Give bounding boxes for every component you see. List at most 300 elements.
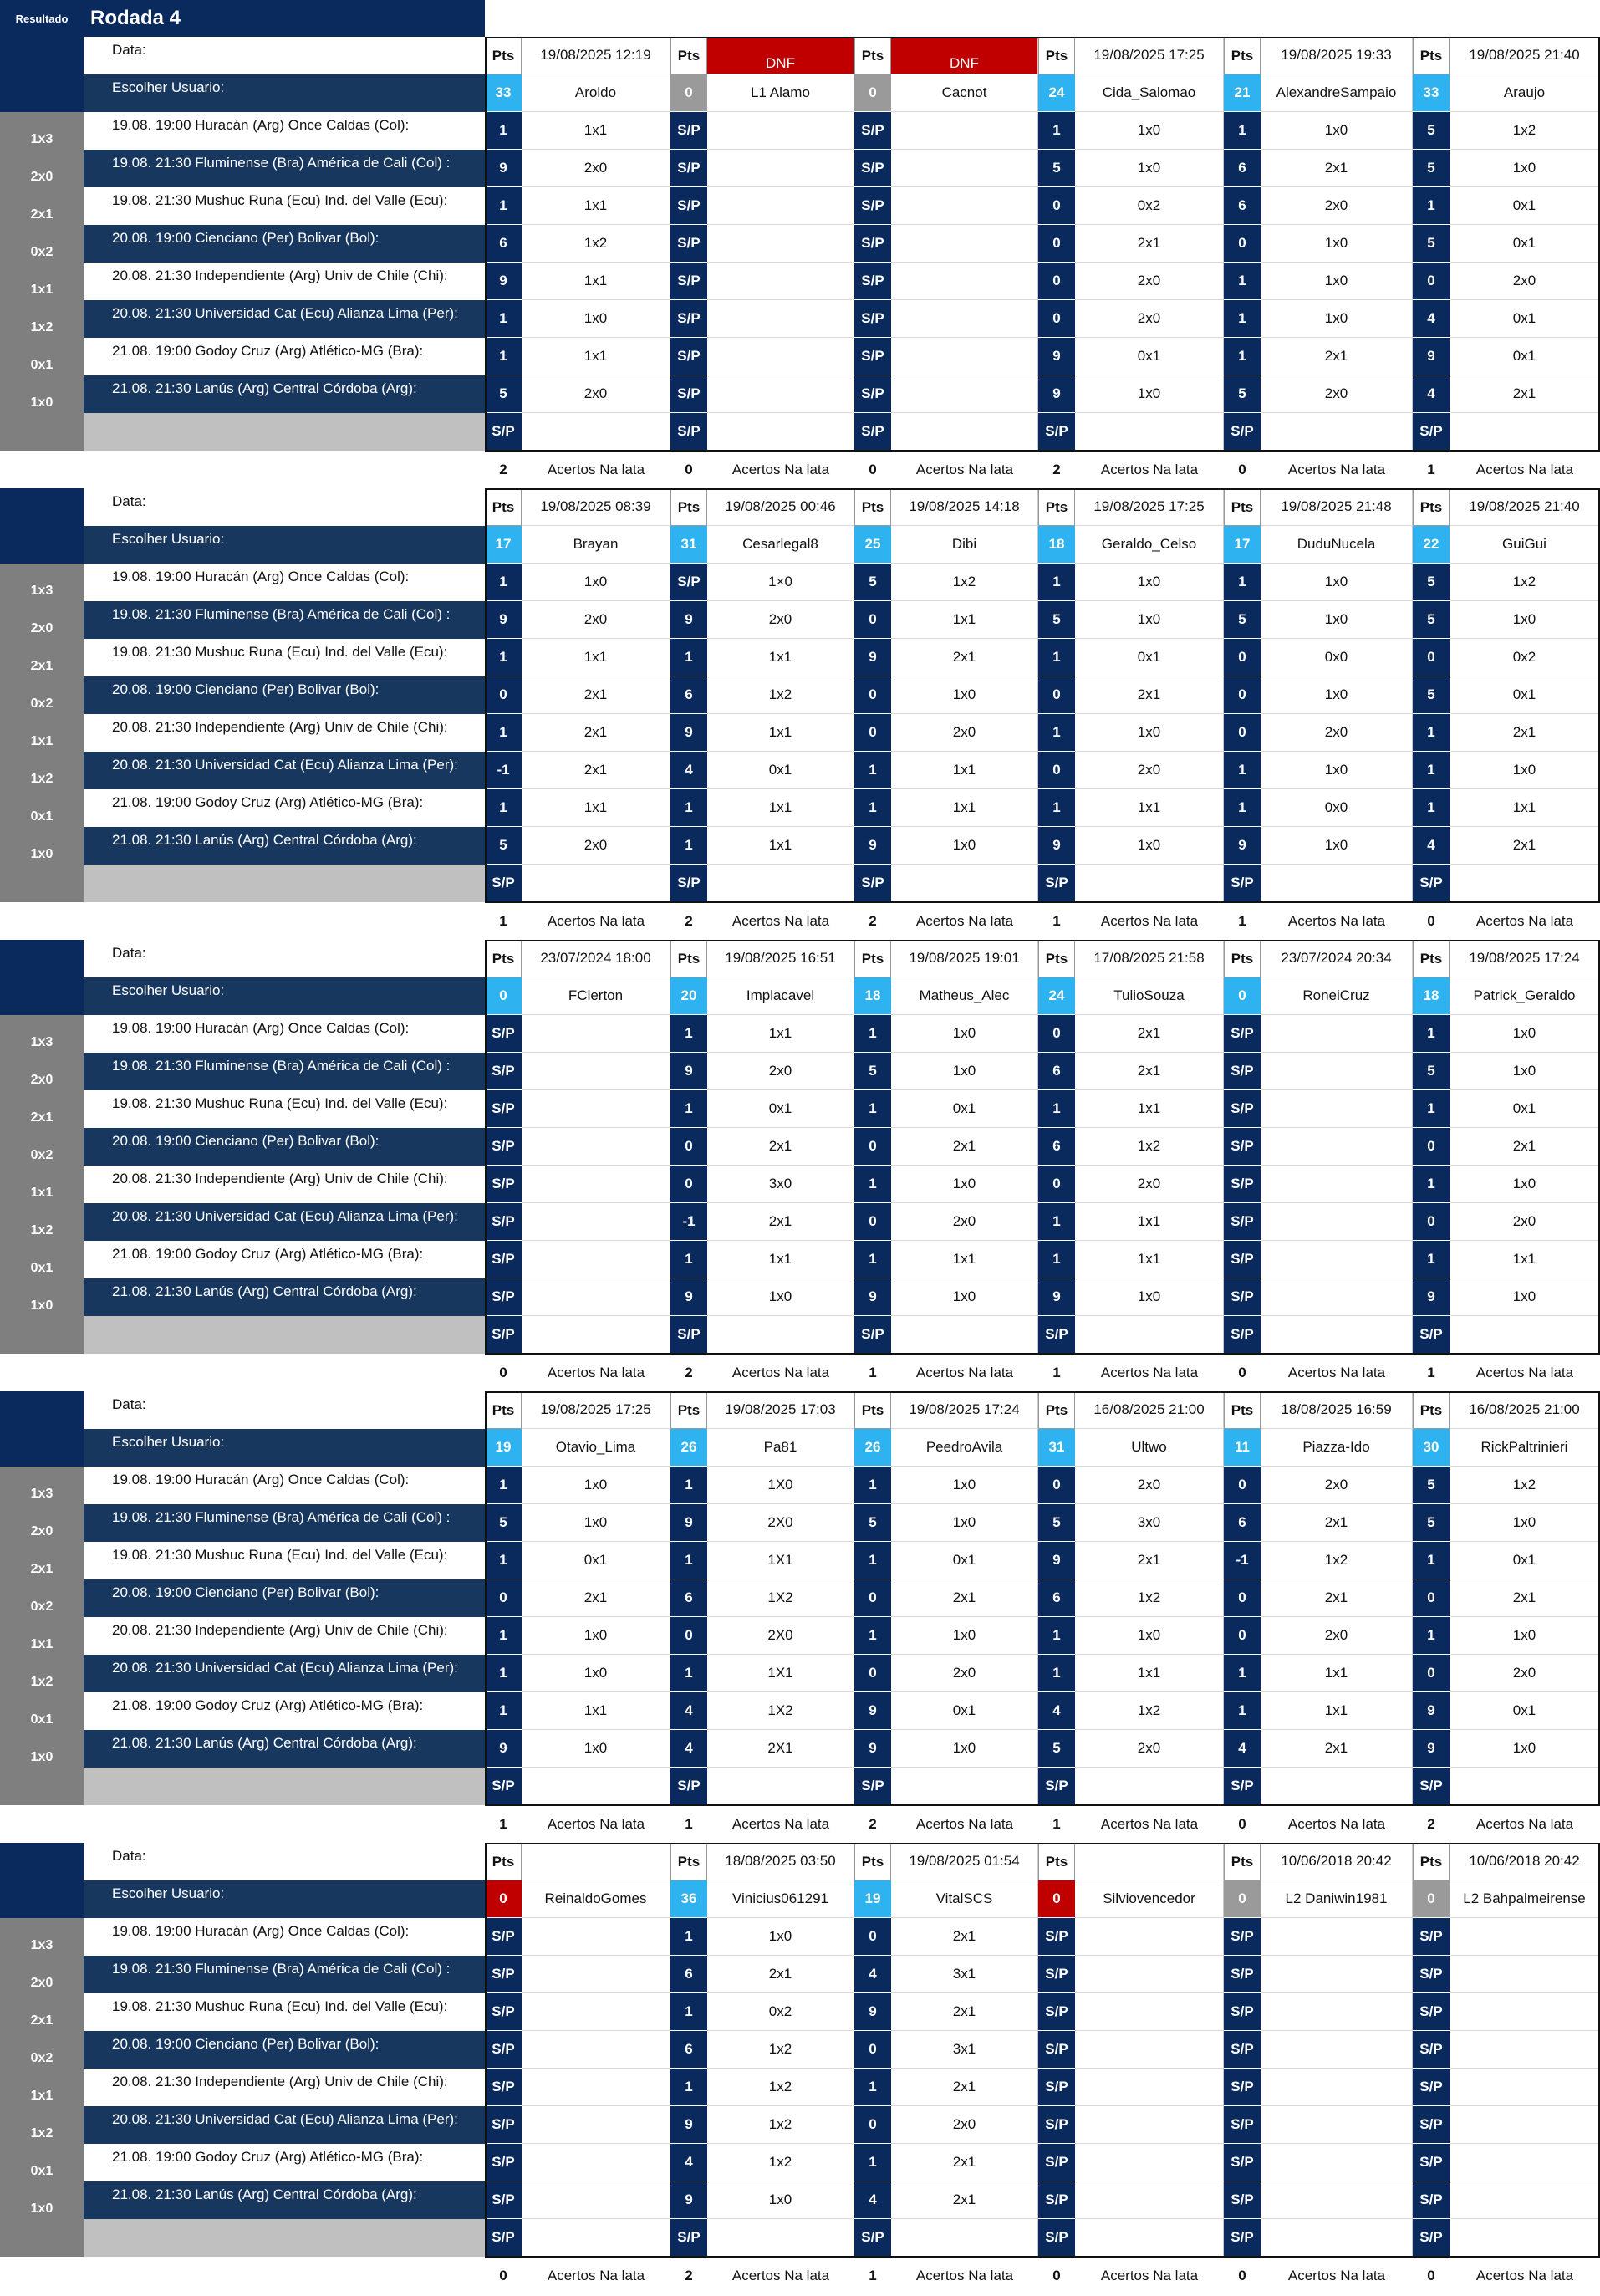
player-name[interactable]: Matheus_Alec	[891, 977, 1038, 1015]
points-cell: -1	[485, 752, 522, 789]
points-cell: S/P	[1224, 1015, 1261, 1053]
pick-cell	[522, 1278, 670, 1316]
footer-count: 0	[1427, 2267, 1435, 2283]
pick-cell: 2X0	[707, 1504, 854, 1542]
points-cell: S/P	[854, 300, 891, 338]
pick-cell	[522, 2031, 670, 2069]
points-cell: 1	[1224, 300, 1261, 338]
pick-cell: 1x0	[1075, 112, 1224, 150]
points-cell: S/P	[485, 2181, 522, 2219]
points-sp: S/P	[670, 1316, 707, 1354]
points-cell: 0	[1413, 1579, 1450, 1617]
pick-cell	[1450, 1918, 1600, 1956]
points-cell: 1	[854, 2069, 891, 2106]
pick-cell	[1075, 2106, 1224, 2144]
footer-count: 1	[1052, 1815, 1061, 1832]
points-cell: 1	[1413, 1617, 1450, 1655]
pick-cell: 1x1	[1075, 1655, 1224, 1692]
pick-cell: 1x0	[1450, 1166, 1600, 1203]
pick-cell	[707, 338, 854, 375]
points-cell: 4	[1413, 827, 1450, 865]
date-cell: 18/08/2025 03:50	[707, 1843, 854, 1880]
match-label: 19.08. 21:30 Mushuc Runa (Ecu) Ind. del Valle (Ecu):	[84, 1993, 485, 2031]
pick-cell	[522, 1918, 670, 1956]
pick-cell: 1x1	[707, 827, 854, 865]
pick-cell: 2x1	[1450, 375, 1600, 413]
points-cell: S/P	[854, 263, 891, 300]
user-label: Escolher Usuario:	[84, 1429, 485, 1467]
result-score: 1x1	[0, 714, 84, 752]
pick-cell: 2x0	[522, 827, 670, 865]
pick-cell: 2x0	[1261, 1617, 1413, 1655]
player-name[interactable]: Cida_Salomao	[1075, 74, 1224, 112]
match-label: 21.08. 21:30 Lanús (Arg) Central Córdoba (Arg):	[84, 375, 485, 413]
pick-cell: 1x1	[522, 112, 670, 150]
footer-label: Acertos Na lata	[1100, 2267, 1199, 2283]
points-cell: 5	[1224, 601, 1261, 639]
points-cell: 9	[485, 1730, 522, 1768]
pick-cell: 2x0	[1261, 187, 1413, 225]
points-cell: 9	[485, 601, 522, 639]
player-total: 24	[1038, 74, 1075, 112]
pts-header: Pts	[485, 488, 522, 526]
result-score: 1x0	[0, 1730, 84, 1768]
date-cell: 19/08/2025 21:40	[1450, 488, 1600, 526]
points-cell: S/P	[1224, 1203, 1261, 1241]
player-name[interactable]: Brayan	[522, 526, 670, 564]
points-cell: 0	[1224, 1617, 1261, 1655]
pick-cell: 2x0	[1261, 1467, 1413, 1504]
result-score: 1x2	[0, 1655, 84, 1692]
player-total: 0	[1413, 1880, 1450, 1918]
result-blank	[0, 74, 84, 112]
player-name[interactable]: FClerton	[522, 977, 670, 1015]
data-label: Data:	[84, 37, 485, 74]
pick-cell: 1X2	[707, 1692, 854, 1730]
points-cell: S/P	[1413, 2031, 1450, 2069]
points-cell: 1	[1038, 1090, 1075, 1128]
pick-cell	[1261, 2144, 1413, 2181]
total-row-value	[1261, 1316, 1413, 1354]
points-cell: 6	[1038, 1053, 1075, 1090]
pts-header: Pts	[1224, 940, 1261, 977]
player-name[interactable]: Dibi	[891, 526, 1038, 564]
points-cell: 1	[1413, 1090, 1450, 1128]
pick-cell: 1x0	[1261, 601, 1413, 639]
points-cell: 9	[1038, 827, 1075, 865]
pick-cell: 2x0	[1075, 1730, 1224, 1768]
footer-count: 0	[869, 461, 877, 477]
footer-count: 1	[499, 1815, 507, 1832]
pick-cell	[522, 1166, 670, 1203]
points-cell: 1	[485, 300, 522, 338]
pick-cell	[522, 2106, 670, 2144]
points-cell: S/P	[1224, 1053, 1261, 1090]
points-cell: 1	[485, 338, 522, 375]
player-name[interactable]: VitalSCS	[891, 1880, 1038, 1918]
points-cell: 9	[1413, 1730, 1450, 1768]
date-cell: 19/08/2025 00:46	[707, 488, 854, 526]
footer-label: Acertos Na lata	[915, 461, 1014, 477]
points-cell: 5	[854, 1053, 891, 1090]
pick-cell	[522, 1993, 670, 2031]
total-row-value	[522, 1316, 670, 1354]
player-name[interactable]: Aroldo	[522, 74, 670, 112]
pick-cell	[1261, 1203, 1413, 1241]
points-cell: S/P	[854, 338, 891, 375]
result-score: 0x1	[0, 789, 84, 827]
pick-cell: 1x0	[891, 1467, 1038, 1504]
footer-label: Acertos Na lata	[1475, 1815, 1574, 1832]
pick-cell	[1261, 1053, 1413, 1090]
player-name[interactable]: AlexandreSampaio	[1261, 74, 1413, 112]
points-cell: 0	[1413, 639, 1450, 676]
points-sp: S/P	[485, 2219, 522, 2257]
result-score: 2x0	[0, 1956, 84, 1993]
player-total: 17	[485, 526, 522, 564]
result-blank	[0, 1391, 84, 1429]
footer-label: Acertos Na lata	[915, 1364, 1014, 1380]
points-cell: 5	[854, 564, 891, 601]
match-label: 19.08. 21:30 Mushuc Runa (Ecu) Ind. del Valle (Ecu):	[84, 1090, 485, 1128]
footer-count: 0	[499, 1364, 507, 1380]
points-cell: S/P	[1224, 2144, 1261, 2181]
result-blank	[0, 940, 84, 977]
footer-count: 0	[1238, 1364, 1246, 1380]
pick-cell: 1x1	[891, 752, 1038, 789]
pick-cell: 1x0	[1075, 150, 1224, 187]
footer-label: Acertos Na lata	[1287, 1364, 1386, 1380]
result-score: 1x2	[0, 752, 84, 789]
pick-cell: 1x0	[1075, 1617, 1224, 1655]
pts-header: Pts	[1413, 1391, 1450, 1429]
pick-cell: 1x0	[1450, 150, 1600, 187]
points-cell: S/P	[1038, 2144, 1075, 2181]
points-cell: 5	[1038, 150, 1075, 187]
date-cell: 18/08/2025 16:59	[1261, 1391, 1413, 1429]
pick-cell	[1450, 2106, 1600, 2144]
points-cell: 9	[1413, 338, 1450, 375]
points-cell: 1	[1038, 112, 1075, 150]
player-name[interactable]: Vinicius061291	[707, 1880, 854, 1918]
points-cell: 1	[1038, 564, 1075, 601]
result-blank	[0, 37, 84, 74]
match-label: 20.08. 21:30 Independiente (Arg) Univ de Chile (Chi):	[84, 263, 485, 300]
pick-cell: 2X0	[707, 1617, 854, 1655]
points-sp: S/P	[1413, 2219, 1450, 2257]
player-name[interactable]: Cesarlegal8	[707, 526, 854, 564]
points-cell: 1	[485, 714, 522, 752]
pick-cell: 2x0	[1450, 1655, 1600, 1692]
points-cell: S/P	[1224, 1128, 1261, 1166]
points-cell: 9	[854, 1730, 891, 1768]
points-cell: 0	[854, 1655, 891, 1692]
points-sp: S/P	[670, 413, 707, 451]
points-cell: 0	[1038, 676, 1075, 714]
pts-header: Pts	[1413, 488, 1450, 526]
player-total: 0	[670, 74, 707, 112]
player-total: 0	[1038, 1880, 1075, 1918]
points-cell: 1	[854, 1617, 891, 1655]
match-label: 19.08. 19:00 Huracán (Arg) Once Caldas (Col):	[84, 112, 485, 150]
player-total: 33	[485, 74, 522, 112]
footer-label: Acertos Na lata	[1287, 2267, 1386, 2283]
pick-cell	[891, 225, 1038, 263]
points-sp: S/P	[854, 1316, 891, 1354]
points-cell: 1	[485, 1542, 522, 1579]
pts-header: Pts	[1413, 37, 1450, 74]
pick-cell	[1261, 1166, 1413, 1203]
player-block-4	[0, 1391, 1600, 1839]
points-cell: 0	[485, 676, 522, 714]
pick-cell	[1261, 2106, 1413, 2144]
pick-cell: 2x1	[891, 2144, 1038, 2181]
points-sp: S/P	[670, 865, 707, 902]
pick-cell: 1x0	[891, 1015, 1038, 1053]
points-cell: 1	[485, 789, 522, 827]
pick-cell: 1x1	[891, 601, 1038, 639]
points-cell: 4	[670, 2144, 707, 2181]
player-name[interactable]: Araujo	[1450, 74, 1600, 112]
points-sp: S/P	[1224, 2219, 1261, 2257]
pick-cell: 1x0	[1075, 827, 1224, 865]
result-score: 1x1	[0, 2069, 84, 2106]
pick-cell	[522, 1053, 670, 1090]
points-cell: 1	[1038, 1241, 1075, 1278]
pts-header: Pts	[670, 1391, 707, 1429]
points-cell: 5	[1413, 150, 1450, 187]
pick-cell: 1x0	[1450, 1504, 1600, 1542]
points-cell: 1	[854, 1090, 891, 1128]
footer-count: 0	[1052, 2267, 1061, 2283]
page-title: Rodada 4	[84, 0, 485, 37]
player-name[interactable]: Pa81	[707, 1429, 854, 1467]
points-cell: 9	[1038, 338, 1075, 375]
points-cell: S/P	[1038, 2181, 1075, 2219]
player-total: 11	[1224, 1429, 1261, 1467]
pick-cell: 1x1	[707, 714, 854, 752]
footer-label: Acertos Na lata	[1100, 1364, 1199, 1380]
date-cell: 19/08/2025 01:54	[891, 1843, 1038, 1880]
player-total: 36	[670, 1880, 707, 1918]
user-label: Escolher Usuario:	[84, 74, 485, 112]
total-row-value	[891, 1316, 1038, 1354]
points-cell: S/P	[670, 338, 707, 375]
points-cell: 9	[670, 1278, 707, 1316]
player-name[interactable]: Otavio_Lima	[522, 1429, 670, 1467]
points-cell: S/P	[485, 1203, 522, 1241]
footer-label: Acertos Na lata	[731, 912, 830, 929]
points-cell: 0	[485, 1579, 522, 1617]
points-cell: 0	[1038, 1467, 1075, 1504]
pick-cell	[707, 187, 854, 225]
total-row-value	[1450, 865, 1600, 902]
points-cell: 0	[1038, 1166, 1075, 1203]
points-cell: S/P	[670, 375, 707, 413]
pick-cell	[707, 150, 854, 187]
footer-label: Acertos Na lata	[731, 2267, 830, 2283]
player-name[interactable]: L1 Alamo	[707, 74, 854, 112]
points-cell: 9	[670, 1053, 707, 1090]
pick-cell	[891, 187, 1038, 225]
pick-cell: 0x0	[1261, 639, 1413, 676]
player-total: 0	[485, 977, 522, 1015]
result-score: 1x3	[0, 112, 84, 150]
pick-cell: 1x0	[1450, 1617, 1600, 1655]
footer-label: Acertos Na lata	[547, 1364, 645, 1380]
points-cell: 9	[1413, 1692, 1450, 1730]
pick-cell: 2x0	[1075, 752, 1224, 789]
pick-cell: 2x0	[1075, 263, 1224, 300]
points-cell: 1	[670, 1655, 707, 1692]
date-cell: 19/08/2025 14:18	[891, 488, 1038, 526]
pick-cell: 2x1	[707, 1956, 854, 1993]
points-cell: 6	[1038, 1579, 1075, 1617]
points-cell: 1	[670, 1090, 707, 1128]
points-cell: 1	[670, 1918, 707, 1956]
date-cell: 16/08/2025 21:00	[1075, 1391, 1224, 1429]
points-sp: S/P	[670, 2219, 707, 2257]
points-cell: -1	[670, 1203, 707, 1241]
result-score: 1x3	[0, 1467, 84, 1504]
result-score: 0x2	[0, 1579, 84, 1617]
player-name[interactable]: DuduNucela	[1261, 526, 1413, 564]
match-label: 19.08. 19:00 Huracán (Arg) Once Caldas (Col):	[84, 1918, 485, 1956]
player-name[interactable]: Ultwo	[1075, 1429, 1224, 1467]
player-name[interactable]: TulioSouza	[1075, 977, 1224, 1015]
points-cell: 1	[1038, 714, 1075, 752]
points-cell: 1	[1413, 789, 1450, 827]
result-score: 1x1	[0, 1617, 84, 1655]
player-name[interactable]: L2 Daniwin1981	[1261, 1880, 1413, 1918]
pick-cell: 1x1	[522, 789, 670, 827]
points-cell: 1	[670, 1015, 707, 1053]
pick-cell: 2x1	[522, 676, 670, 714]
pick-cell: 0x1	[1450, 187, 1600, 225]
points-cell: 4	[1224, 1730, 1261, 1768]
player-total: 22	[1413, 526, 1450, 564]
points-cell: 6	[485, 225, 522, 263]
points-cell: 0	[854, 676, 891, 714]
pick-cell: 2x1	[1450, 714, 1600, 752]
pick-cell: 0x1	[1450, 338, 1600, 375]
points-cell: 5	[1038, 1730, 1075, 1768]
player-block-2	[0, 488, 1600, 936]
pick-cell	[891, 300, 1038, 338]
pick-cell	[707, 263, 854, 300]
points-cell: S/P	[485, 1015, 522, 1053]
points-cell: S/P	[485, 2069, 522, 2106]
pick-cell: 1x0	[522, 300, 670, 338]
pick-cell	[1261, 1128, 1413, 1166]
match-label: 20.08. 21:30 Independiente (Arg) Univ de Chile (Chi):	[84, 714, 485, 752]
points-cell: 1	[854, 752, 891, 789]
points-cell: S/P	[1038, 2106, 1075, 2144]
player-name[interactable]: L2 Bahpalmeirense	[1450, 1880, 1600, 1918]
player-name[interactable]: Cacnot	[891, 74, 1038, 112]
player-name[interactable]: RoneiCruz	[1261, 977, 1413, 1015]
total-row-label	[84, 1316, 485, 1354]
date-cell: 19/08/2025 12:19	[522, 37, 670, 74]
points-cell: 0	[1413, 1655, 1450, 1692]
pick-cell	[1075, 2069, 1224, 2106]
player-name[interactable]: Patrick_Geraldo	[1450, 977, 1600, 1015]
player-name[interactable]: Silviovencedor	[1075, 1880, 1224, 1918]
player-name[interactable]: PeedroAvila	[891, 1429, 1038, 1467]
footer-count: 2	[685, 912, 693, 929]
points-cell: S/P	[1413, 2106, 1450, 2144]
points-cell: 0	[854, 1918, 891, 1956]
match-label: 20.08. 19:00 Cienciano (Per) Bolivar (Bol):	[84, 2031, 485, 2069]
points-cell: S/P	[670, 300, 707, 338]
footer-label: Acertos Na lata	[731, 461, 830, 477]
points-cell: S/P	[1224, 2181, 1261, 2219]
points-cell: 5	[1413, 1467, 1450, 1504]
result-score: 1x0	[0, 1278, 84, 1316]
total-row-value	[707, 865, 854, 902]
player-total: 19	[854, 1880, 891, 1918]
result-score: 1x0	[0, 2181, 84, 2219]
result-score: 0x2	[0, 1128, 84, 1166]
pick-cell: 1x0	[522, 1617, 670, 1655]
player-name[interactable]: RickPaltrinieri	[1450, 1429, 1600, 1467]
pick-cell: 0x1	[1450, 1542, 1600, 1579]
player-total: 18	[1413, 977, 1450, 1015]
points-cell: S/P	[1038, 1993, 1075, 2031]
points-cell: S/P	[1413, 2181, 1450, 2219]
pick-cell: 0x2	[1450, 639, 1600, 676]
player-name[interactable]: Geraldo_Celso	[1075, 526, 1224, 564]
pick-cell: 1x2	[1450, 564, 1600, 601]
points-cell: 1	[1413, 714, 1450, 752]
points-sp: S/P	[1413, 1316, 1450, 1354]
points-cell: 9	[1038, 1278, 1075, 1316]
result-blank	[0, 413, 84, 451]
points-sp: S/P	[1413, 865, 1450, 902]
points-cell: 0	[670, 1617, 707, 1655]
result-score: 1x1	[0, 263, 84, 300]
pick-cell	[1261, 2069, 1413, 2106]
pick-cell: 2x1	[1075, 1053, 1224, 1090]
player-name[interactable]: Piazza-Ido	[1261, 1429, 1413, 1467]
pick-cell: 1x0	[522, 1655, 670, 1692]
player-name[interactable]: Implacavel	[707, 977, 854, 1015]
points-cell: S/P	[1038, 2069, 1075, 2106]
footer-count: 0	[499, 2267, 507, 2283]
player-name[interactable]: GuiGui	[1450, 526, 1600, 564]
pick-cell	[1450, 1993, 1600, 2031]
match-label: 20.08. 21:30 Universidad Cat (Ecu) Alianza Lima (Per):	[84, 752, 485, 789]
match-label: 21.08. 19:00 Godoy Cruz (Arg) Atlético-MG (Bra):	[84, 338, 485, 375]
points-cell: 0	[1413, 1128, 1450, 1166]
pick-cell: 1x0	[891, 1730, 1038, 1768]
footer-count: 0	[1427, 912, 1435, 929]
match-label: 19.08. 21:30 Fluminense (Bra) América de Cali (Col) :	[84, 1956, 485, 1993]
pick-cell: 1x1	[1075, 1241, 1224, 1278]
points-cell: 6	[670, 676, 707, 714]
pick-cell	[1075, 1993, 1224, 2031]
result-score: 0x2	[0, 2031, 84, 2069]
pick-cell: 1x0	[1450, 1015, 1600, 1053]
pick-cell: 1x2	[891, 564, 1038, 601]
points-cell: 1	[1413, 752, 1450, 789]
pick-cell: 2x1	[1075, 225, 1224, 263]
points-cell: -1	[1224, 1542, 1261, 1579]
points-cell: S/P	[1038, 1956, 1075, 1993]
points-sp: S/P	[1224, 1768, 1261, 1805]
player-name[interactable]: ReinaldoGomes	[522, 1880, 670, 1918]
result-score: 0x1	[0, 1241, 84, 1278]
